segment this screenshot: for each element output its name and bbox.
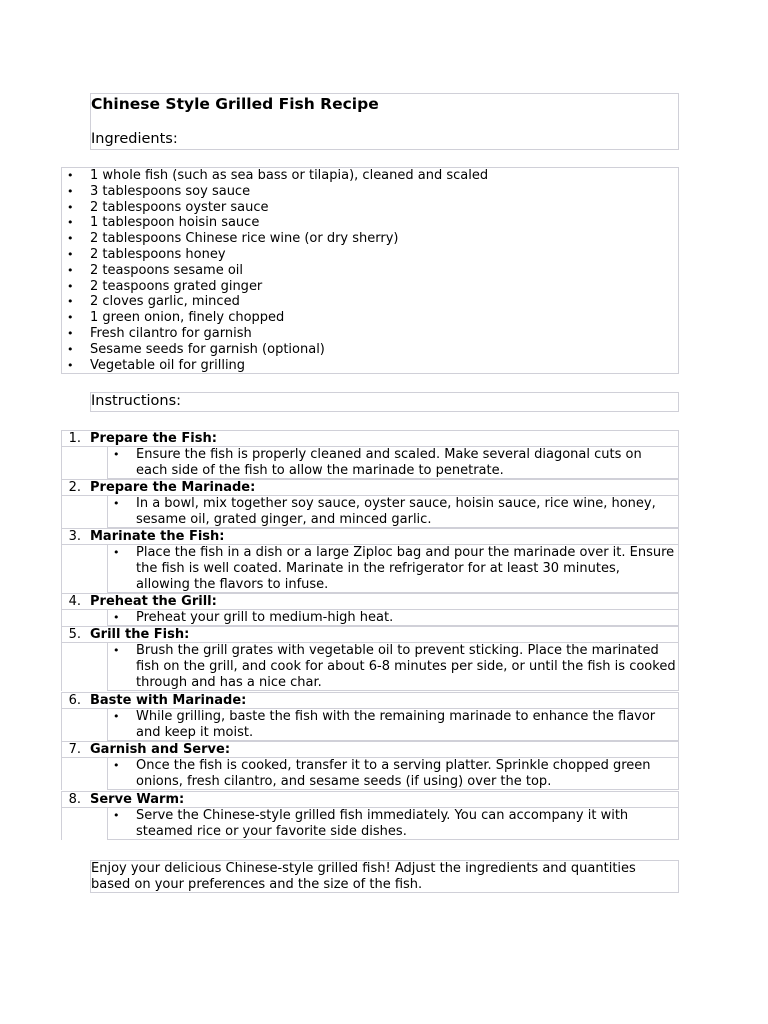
- step-detail-text: Once the fish is cooked, transfer it to a serving platter. Sprinkle chopped green onions, fresh cilantro, and sesame seeds (if using) over the top.: [136, 758, 651, 789]
- step-detail-text: In a bowl, mix together soy sauce, oyster sauce, hoisin sauce, rice wine, honey, sesame oil, grated ginger, and minced garlic.: [136, 496, 656, 527]
- step-detail-text: Brush the grill grates with vegetable oil to prevent sticking. Place the marinated fish on the grill, and cook for about 6-8 minutes per side, or until the fish is cooked through and has a nice char.: [136, 643, 676, 690]
- step-header: [61, 479, 679, 496]
- bullet-icon: •: [67, 342, 74, 356]
- step-detail-text: Place the fish in a dish or a large Ziploc bag and pour the marinade over it. Ensure the fish is well coated. Marinate in the refrigerator for at least 30 minutes, allowing the flavors to infuse.: [136, 545, 675, 592]
- step-number: 8.: [68, 792, 81, 807]
- bullet-icon: •: [113, 644, 120, 657]
- ingredient-text: 1 tablespoon hoisin sauce: [90, 215, 260, 231]
- divider: [61, 609, 62, 626]
- bullet-icon: •: [67, 184, 74, 198]
- bullet-icon: •: [113, 710, 120, 723]
- bullet-icon: •: [113, 759, 120, 772]
- ingredient-text: Vegetable oil for grilling: [90, 357, 246, 373]
- divider: [61, 708, 62, 741]
- step-number: 3.: [68, 529, 81, 544]
- ingredient-text: 2 cloves garlic, minced: [90, 294, 240, 310]
- ingredients-heading: Ingredients:: [91, 131, 178, 147]
- step-header: [61, 528, 679, 545]
- step-number: 4.: [68, 594, 81, 609]
- step-detail: [107, 642, 679, 691]
- bullet-icon: •: [67, 279, 74, 293]
- divider: [61, 757, 62, 790]
- step-detail-text: Serve the Chinese-style grilled fish immediately. You can accompany it with steamed rice or your favorite side dishes.: [136, 808, 629, 839]
- ingredient-text: 2 tablespoons honey: [90, 246, 226, 262]
- bullet-icon: •: [113, 497, 120, 510]
- step-title: Prepare the Fish:: [90, 431, 217, 446]
- list-item: [62, 215, 678, 231]
- step-title: Baste with Marinade:: [90, 693, 247, 708]
- step-header: [61, 692, 679, 709]
- divider: [61, 642, 62, 691]
- bullet-icon: •: [67, 247, 74, 261]
- list-item: [62, 358, 678, 374]
- divider: [61, 544, 62, 593]
- list-item: [62, 279, 678, 295]
- step-detail-text: Ensure the fish is properly cleaned and scaled. Make several diagonal cuts on each side of the fish to allow the marinade to penetrate.: [136, 447, 642, 478]
- step-number: 7.: [68, 742, 81, 757]
- step-title: Preheat the Grill:: [90, 594, 217, 609]
- step-detail: [107, 446, 679, 479]
- closing-box: [90, 860, 679, 893]
- list-item: [62, 263, 678, 279]
- ingredient-text: 2 teaspoons sesame oil: [90, 262, 244, 278]
- bullet-icon: •: [67, 326, 74, 340]
- step-number: 6.: [68, 693, 81, 708]
- step-header: [61, 430, 679, 447]
- ingredient-text: 1 whole fish (such as sea bass or tilapia), cleaned and scaled: [90, 168, 489, 183]
- bullet-icon: •: [113, 448, 120, 461]
- step-title: Grill the Fish:: [90, 627, 190, 642]
- ingredient-text: 2 teaspoons grated ginger: [90, 278, 263, 294]
- step-title: Serve Warm:: [90, 792, 185, 807]
- step-detail: [107, 708, 679, 741]
- divider: [61, 446, 62, 479]
- ingredient-text: 2 tablespoons Chinese rice wine (or dry sherry): [90, 231, 399, 247]
- step-number: 1.: [68, 431, 81, 446]
- step-header: [61, 593, 679, 610]
- ingredient-text: 2 tablespoons oyster sauce: [90, 199, 269, 215]
- ingredient-text: Fresh cilantro for garnish: [90, 325, 252, 341]
- ingredients-list: [61, 167, 679, 374]
- list-item: [62, 310, 678, 326]
- bullet-icon: •: [113, 611, 120, 624]
- step-number: 2.: [68, 480, 81, 495]
- ingredient-text: 1 green onion, finely chopped: [90, 310, 285, 326]
- step-detail: [107, 495, 679, 528]
- step-detail: [107, 807, 679, 840]
- list-item: [62, 342, 678, 358]
- step-header: [61, 741, 679, 758]
- list-item: [62, 294, 678, 310]
- instructions-heading: Instructions:: [91, 393, 182, 409]
- instructions-heading-box: [90, 392, 679, 412]
- list-item: [62, 184, 678, 200]
- step-detail-text: While grilling, baste the fish with the remaining marinade to enhance the flavor and keep it moist.: [136, 709, 656, 740]
- bullet-icon: •: [113, 809, 120, 822]
- divider: [61, 807, 62, 840]
- bullet-icon: •: [67, 169, 74, 182]
- step-number: 5.: [68, 627, 81, 642]
- title-box: [90, 93, 679, 150]
- divider: [61, 495, 62, 528]
- list-item: [62, 326, 678, 342]
- step-header: [61, 791, 679, 808]
- step-detail: [107, 609, 679, 626]
- closing-text: Enjoy your delicious Chinese-style grilled fish! Adjust the ingredients and quantities based on your preferences and the size of the fish.: [91, 861, 636, 892]
- bullet-icon: •: [67, 295, 74, 309]
- bullet-icon: •: [67, 311, 74, 325]
- step-title: Marinate the Fish:: [90, 529, 225, 544]
- bullet-icon: •: [113, 546, 120, 559]
- list-item: [62, 168, 678, 184]
- ingredient-text: Sesame seeds for garnish (optional): [90, 341, 325, 357]
- list-item: [62, 200, 678, 216]
- list-item: [62, 247, 678, 263]
- bullet-icon: •: [67, 358, 74, 372]
- step-title: Garnish and Serve:: [90, 742, 231, 757]
- ingredient-text: 3 tablespoons soy sauce: [90, 183, 251, 199]
- list-item: [62, 231, 678, 247]
- bullet-icon: •: [67, 232, 74, 246]
- bullet-icon: •: [67, 216, 74, 230]
- step-detail-text: Preheat your grill to medium-high heat.: [136, 610, 394, 625]
- step-detail: [107, 544, 679, 593]
- step-detail: [107, 757, 679, 790]
- bullet-icon: •: [67, 263, 74, 277]
- step-title: Prepare the Marinade:: [90, 480, 256, 495]
- step-header: [61, 626, 679, 643]
- bullet-icon: •: [67, 200, 74, 214]
- page-title: Chinese Style Grilled Fish Recipe: [91, 95, 379, 113]
